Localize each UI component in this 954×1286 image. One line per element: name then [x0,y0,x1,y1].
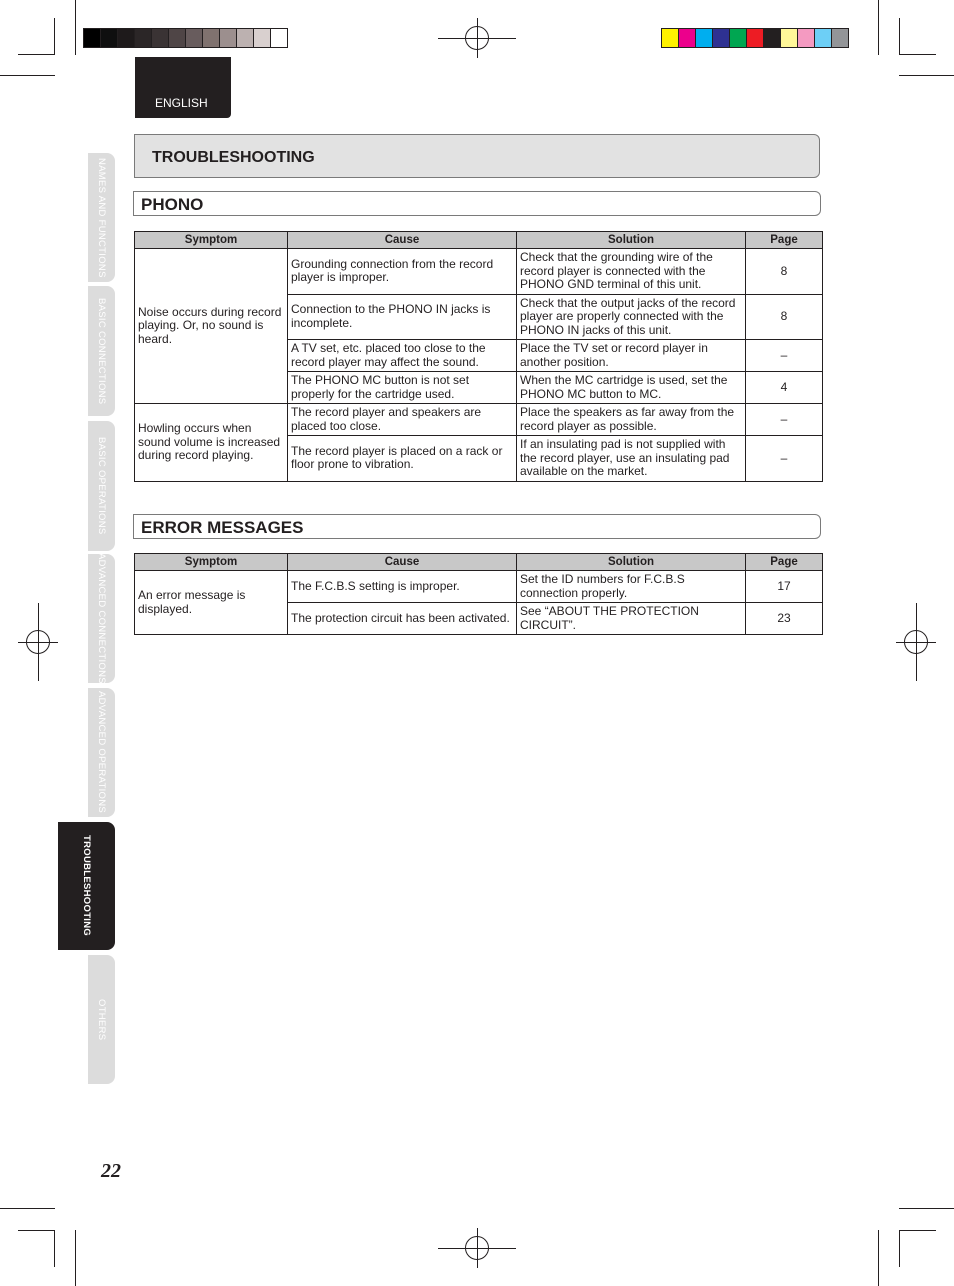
page-cell: 23 [746,603,823,635]
color-swatch [763,28,781,48]
gray-swatch [253,28,271,48]
color-swatch [678,28,696,48]
solution-cell: Set the ID numbers for F.C.B.S connection properly. [517,571,746,603]
page-cell: – [746,404,823,436]
cause-cell: Grounding connection from the record player is improper. [288,249,517,295]
solution-cell: Check that the output jacks of the record player are properly connected with the PHONO IN jacks of this unit. [517,294,746,340]
gray-swatch [117,28,135,48]
section-header-error-messages [133,514,821,539]
phono-table [134,231,823,482]
page-cell: – [746,340,823,372]
page-cell: 4 [746,372,823,404]
solution-cell: When the MC cartridge is used, set the PHONO MC button to MC. [517,372,746,404]
symptom-cell: Noise occurs during record playing. Or, no sound is heard. [135,249,288,404]
column-header: Solution [517,554,746,571]
table-header-row [135,232,823,249]
section-title: ERROR MESSAGES [141,518,304,537]
error-messages-table [134,553,823,635]
gray-swatch [202,28,220,48]
side-tab-names-and-functions[interactable] [88,153,115,282]
page-cell: – [746,436,823,482]
cause-cell: The record player and speakers are placed too close. [288,404,517,436]
side-tab-advanced-connections[interactable] [88,554,115,683]
cause-cell: The F.C.B.S setting is improper. [288,571,517,603]
cause-cell: The record player is placed on a rack or floor prone to vibration. [288,436,517,482]
gray-swatch [168,28,186,48]
side-tab-others[interactable] [88,955,115,1084]
page-cell: 8 [746,249,823,295]
side-tab-basic-operations[interactable] [88,421,115,551]
color-swatch [729,28,747,48]
page-title-bar [134,134,820,178]
symptom-cell: An error message is displayed. [135,571,288,635]
side-tab-troubleshooting[interactable] [58,822,115,950]
color-swatch [695,28,713,48]
table-row [135,571,823,603]
cause-cell: Connection to the PHONO IN jacks is incomplete. [288,294,517,340]
cause-cell: The PHONO MC button is not set properly for the cartridge used. [288,372,517,404]
color-swatch [780,28,798,48]
column-header: Page [746,232,823,249]
language-tab [135,57,231,118]
side-tab-label: ADVANCED OPERATIONS [96,691,107,814]
gray-swatch [236,28,254,48]
gray-swatch [83,28,101,48]
gray-swatch [270,28,288,48]
table-header-row [135,554,823,571]
color-swatch [746,28,764,48]
solution-cell: See “ABOUT THE PROTECTION CIRCUIT”. [517,603,746,635]
color-swatch [661,28,679,48]
side-tab-advanced-operations[interactable] [88,688,115,817]
section-header-phono [133,191,821,216]
section-title: PHONO [141,195,204,214]
gray-swatch [100,28,118,48]
gray-swatch [134,28,152,48]
color-swatch [712,28,730,48]
gray-swatch [151,28,169,48]
side-tab-label: TROUBLESHOOTING [81,835,92,937]
process-color-bar [662,28,849,48]
page-cell: 17 [746,571,823,603]
column-header: Solution [517,232,746,249]
table-row [135,249,823,295]
color-swatch [797,28,815,48]
language-label: ENGLISH [155,96,208,110]
solution-cell: Place the speakers as far away from the record player as possible. [517,404,746,436]
page-title: TROUBLESHOOTING [152,149,315,166]
cause-cell: The protection circuit has been activated. [288,603,517,635]
table-row [135,404,823,436]
column-header: Symptom [135,232,288,249]
symptom-cell: Howling occurs when sound volume is increased during record playing. [135,404,288,482]
color-swatch [814,28,832,48]
side-tab-label: BASIC CONNECTIONS [96,297,107,405]
side-tab-label: ADVANCED CONNECTIONS [96,553,107,684]
cause-cell: A TV set, etc. placed too close to the record player may affect the sound. [288,340,517,372]
gray-swatch [185,28,203,48]
column-header: Page [746,554,823,571]
grayscale-color-bar [84,28,288,48]
page-cell: 8 [746,294,823,340]
side-tab-label: OTHERS [96,998,107,1041]
side-tab-label: NAMES AND FUNCTIONS [96,157,107,278]
solution-cell: Check that the grounding wire of the record player is connected with the PHONO GND terminal of this unit. [517,249,746,295]
side-tab-label: BASIC OPERATIONS [96,437,107,535]
column-header: Cause [288,232,517,249]
gray-swatch [219,28,237,48]
solution-cell: If an insulating pad is not supplied with the record player, use an insulating pad available on the market. [517,436,746,482]
column-header: Symptom [135,554,288,571]
side-tab-basic-connections[interactable] [88,286,115,416]
column-header: Cause [288,554,517,571]
solution-cell: Place the TV set or record player in another position. [517,340,746,372]
color-swatch [831,28,849,48]
page-number: 22 [101,1160,121,1182]
